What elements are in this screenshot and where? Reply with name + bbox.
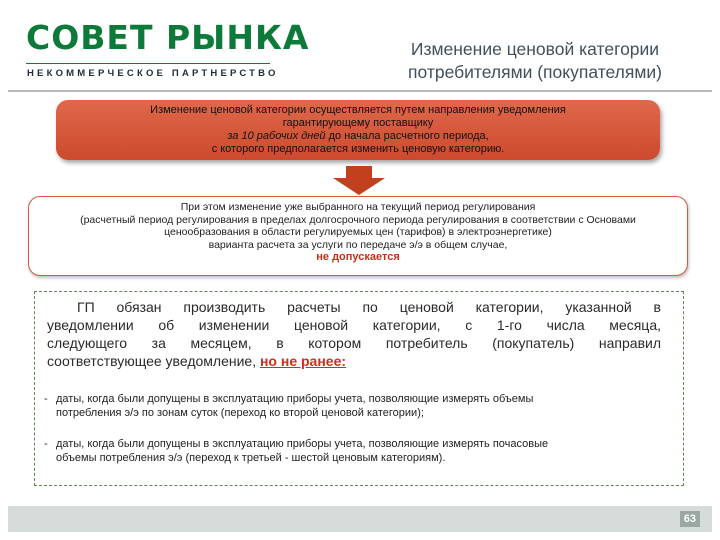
footer-bar [8, 506, 712, 532]
slide-title [370, 38, 700, 84]
deadline-text: за 10 рабочих дней [227, 130, 326, 142]
slide-title-line-1: Изменение ценовой категории [410, 39, 660, 59]
obligation-row-1-text: ГП обязан производить расчеты по ценовой категории, указанной в [77, 299, 661, 315]
mid-box-line-4: варианта расчета за услуги по передаче э/э в общем случае, [208, 238, 508, 251]
bullet-item [44, 392, 664, 420]
obligation-row-2: уведомлении об изменении ценовой категории, с 1-го числа месяца, [47, 317, 661, 333]
mid-box-line-2: (расчетный период регулирования в пределах долгосрочного периода регулирования в соответствии с Основами [80, 213, 636, 226]
bullet-dash: - [44, 438, 48, 450]
red-box-line-3 [56, 130, 660, 143]
red-box-line-2: гарантирующему поставщику [282, 117, 434, 129]
mid-box-line-3: ценообразования в области регулируемых цен (тарифов) в электроэнергетике) [164, 226, 552, 238]
obligation-row-4 [47, 352, 661, 370]
obligation-row-3: следующего за месяцем, в котором потребитель (покупатель) направил [47, 335, 661, 351]
page-number: 63 [680, 511, 700, 527]
red-box-line-4: с которого предполагается изменить ценовую категорию. [211, 143, 505, 155]
mid-box-line-1: При этом изменение уже выбранного на текущий период регулирования [180, 201, 536, 213]
not-earlier-text: но не ранее: [259, 353, 347, 369]
bullet-dash: - [44, 393, 48, 405]
notification-rule-box [56, 100, 660, 160]
logo-subtitle: НЕКОММЕРЧЕСКОЕ ПАРТНЕРСТВО [27, 68, 279, 79]
bullet-line-2: объемы потребления э/э (переход к третьей - шестой ценовым категориям). [56, 452, 446, 464]
header-divider [8, 90, 712, 92]
logo-title: СОВЕТ РЫНКА [26, 18, 310, 57]
red-box-line-3-rest: до начала расчетного периода, [325, 130, 489, 142]
red-box-line-1: Изменение ценовой категории осуществляется путем направления уведомления [150, 104, 566, 116]
obligation-paragraph [47, 298, 661, 370]
restriction-box [28, 196, 688, 276]
obligation-row-1 [47, 298, 661, 316]
logo-divider [26, 63, 270, 64]
bullet-line-2: потребления э/э по зонам суток (переход ко второй ценовой категории); [56, 407, 424, 419]
bullet-line-1: даты, когда были допущены в эксплуатацию приборы учета, позволяющие измерять почасовые [56, 438, 549, 450]
not-allowed-text: не допускается [316, 251, 400, 263]
down-arrow-icon [346, 166, 372, 178]
down-arrow-head-icon [333, 178, 385, 195]
bullet-line-1: даты, когда были допущены в эксплуатацию приборы учета, позволяющие измерять объемы [56, 393, 534, 405]
bullet-item [44, 437, 664, 465]
slide-title-line-2: потребителями (покупателями) [408, 62, 662, 82]
obligation-row-4-text: соответствующее уведомление, [47, 353, 260, 369]
